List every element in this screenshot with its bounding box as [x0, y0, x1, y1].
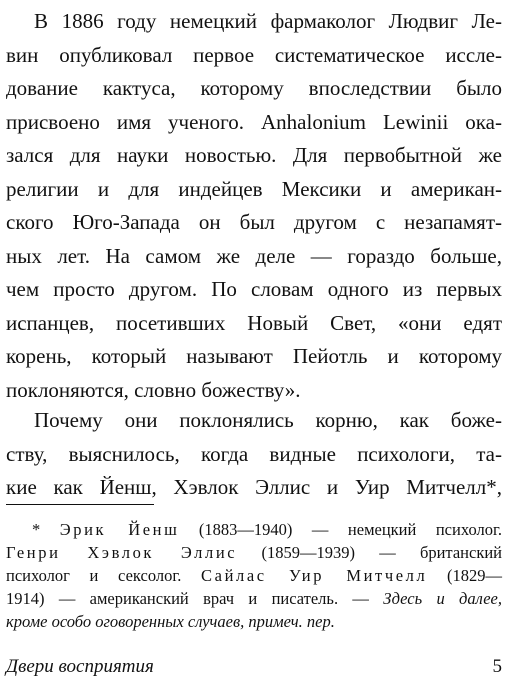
page-number: 5 — [492, 656, 502, 677]
footnote-text: (1859—1939) — британский — [237, 543, 503, 562]
footnote-text: 1914) — американский врач и писатель. — — [6, 589, 384, 608]
person-name: Генри Хэвлок Эллис — [6, 543, 238, 562]
footnote-line — [6, 541, 502, 564]
running-title: Двери восприятия — [6, 656, 154, 677]
footnote-text: (1829— — [427, 566, 503, 585]
person-name: Сайлас Уир Митчелл — [201, 566, 428, 585]
translator-note: Здесь и далее, — [383, 589, 502, 608]
text-line: присвоено имя ученого. Anhalonium Lewinii ока- — [6, 109, 502, 134]
text-line: ского Юго-Запада он был другом с незапамят- — [6, 210, 502, 234]
text-line: религии и для индейцев Мексики и американ- — [6, 176, 502, 201]
text-line: дование кактуса, которому впоследствии было — [6, 76, 502, 100]
text-line: корень, который называют Пейотль и которому — [6, 344, 502, 368]
page-footer — [6, 654, 502, 680]
footnote-line: кроме особо оговоренных случаев, примеч. пер. — [6, 612, 335, 631]
footnote-line — [6, 518, 502, 541]
text-line: ных лет. На самом же деле — гораздо больше, — [6, 243, 502, 268]
text-line: испанцев, посетивших Новый Свет, «они едят — [6, 310, 502, 335]
text-line: Почему они поклонялись корню, как боже- — [34, 408, 502, 432]
text-line: вин опубликовал первое систематическое иссле- — [6, 42, 502, 67]
text-line: чем просто другом. По словам одного из первых — [6, 277, 502, 301]
footnote-text: психолог и сексолог. — [6, 566, 202, 585]
footnote-divider — [6, 504, 154, 505]
footnote-marker: * — [32, 520, 60, 539]
text-line: В 1886 году немецкий фармаколог Людвиг Ле- — [34, 9, 502, 33]
footnote-line — [6, 587, 502, 610]
text-line: кие как Йенш, Хэвлок Эллис и Уир Митчелл*, — [6, 475, 502, 499]
footnote-line — [6, 564, 502, 587]
text-line: поклоняются, словно божеству». — [6, 377, 301, 402]
text-line: ству, выяснилось, когда видные психологи, та- — [6, 441, 502, 466]
text-line: зался для науки новостью. Для первобытной же — [6, 143, 502, 167]
person-name: Эрик Йенш — [59, 520, 180, 539]
footnote-text: (1883—1940) — немецкий психолог. — [179, 520, 502, 539]
paragraph-2 — [6, 404, 502, 505]
footnote — [6, 518, 502, 633]
paragraph-1 — [6, 5, 502, 407]
